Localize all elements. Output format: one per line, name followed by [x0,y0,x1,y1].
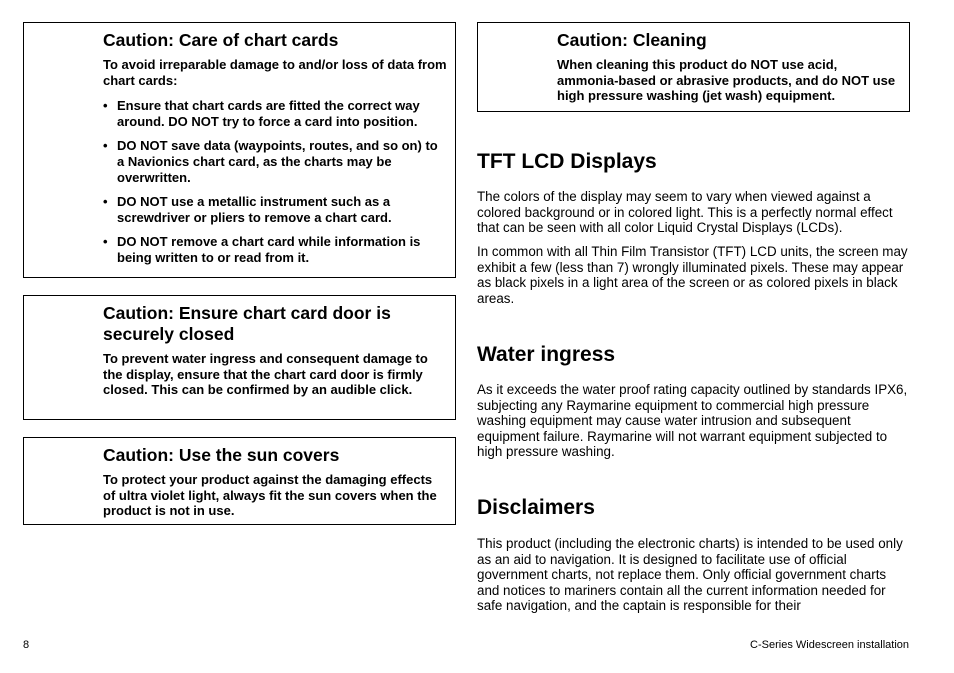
caution-sun-covers-box [23,437,456,525]
caution-card-door-body: To prevent water ingress and consequent damage to the display, ensure that the chart card door is firmly closed. This can be confirmed by an audible click. [103,351,428,398]
bullet-icon: • [103,234,108,250]
list-item: • DO NOT use a metallic instrument such as a screwdriver or pliers to remove a chart card. [103,194,392,225]
tft-paragraph-2: In common with all Thin Film Transistor (TFT) LCD units, the screen may exhibit a few (less than 7) wrongly illuminated pixels. These may appear as black pixels in a light area of the screen or as colored pixels in black areas. [477,244,908,306]
caution-cleaning-box [477,22,910,112]
caution-cleaning-title: Caution: Cleaning [557,30,707,50]
bullet-icon: • [103,98,108,114]
caution-sun-covers-body: To protect your product against the damaging effects of ultra violet light, always fit the sun covers when the product is not in use. [103,472,437,519]
footer-doc-title: C-Series Widescreen installation [750,639,909,651]
tft-paragraph-1: The colors of the display may seem to vary when viewed against a colored background or in colored light. This is a perfectly normal effect that can be seen with all color Liquid Crystal Displays (LCDs). [477,189,893,236]
caution-chart-cards-list [103,98,447,265]
caution-chart-cards-intro: To avoid irreparable damage to and/or loss of data from chart cards: [103,57,447,88]
caution-chart-cards-title: Caution: Care of chart cards [103,30,339,50]
list-item: • DO NOT save data (waypoints, routes, and so on) to a Navionics chart card, as the charts may be overwritten. [103,138,438,185]
caution-card-door-title: Caution: Ensure chart card door is securely closed [103,303,391,344]
bullet-icon: • [103,138,108,154]
list-item: • DO NOT remove a chart card while information is being written to or read from it. [103,234,421,265]
disclaimers-heading: Disclaimers [477,496,595,519]
tft-heading: TFT LCD Displays [477,150,657,173]
water-ingress-paragraph: As it exceeds the water proof rating capacity outlined by standards IPX6, subjecting any Raymarine equipment to commercial high pressure washing equipment may cause water intrusion and subsequent equipment failure. Raymarine will not warrant equipment subjected to high pressure washing. [477,382,908,460]
list-item: • Ensure that chart cards are fitted the correct way around. DO NOT try to force a card into position. [103,98,420,129]
page-number: 8 [23,639,30,651]
caution-card-door-box [23,295,456,420]
water-ingress-heading: Water ingress [477,343,616,366]
bullet-icon: • [103,194,108,210]
caution-chart-cards-box [23,22,456,278]
caution-sun-covers-title: Caution: Use the sun covers [103,445,340,465]
caution-cleaning-body: When cleaning this product do NOT use acid, ammonia-based or abrasive products, and do NOT use high pressure washing (jet wash) equipment. [557,57,896,104]
disclaimers-paragraph: This product (including the electronic charts) is intended to be used only as an aid to navigation. It is designed to facilitate use of official government charts, not replace them. Only official government charts and notices to mariners contain all the current information needed for safe navigation, and the captain is responsible for their [477,536,903,614]
